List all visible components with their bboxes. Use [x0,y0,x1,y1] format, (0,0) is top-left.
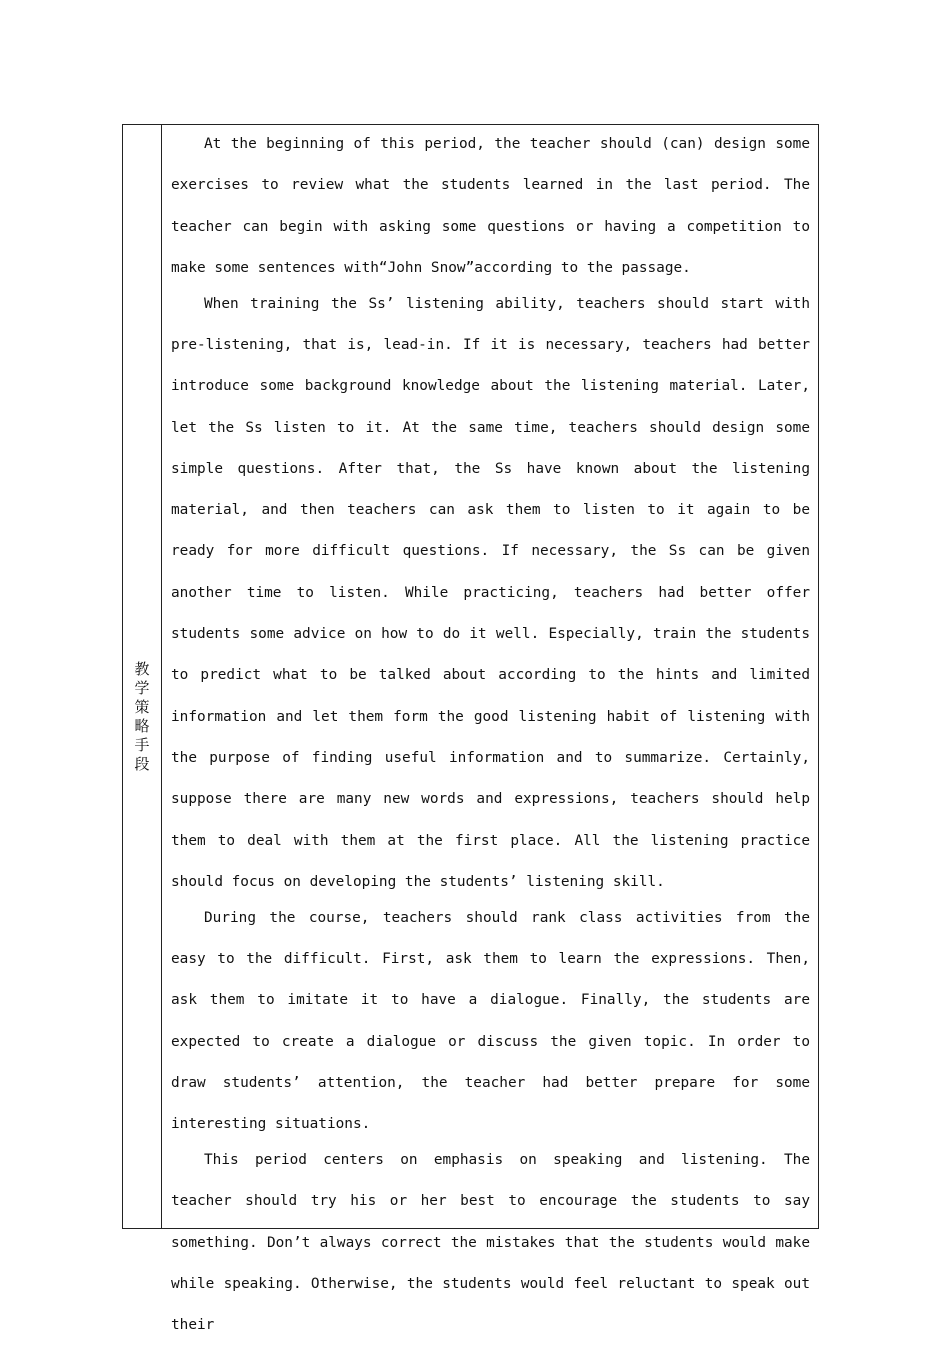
paragraph-listening: When training the Ss’ listening ability, teachers should start with pre-listening, that is, lead-in. If it is necessary, teachers had better introduce some background knowledge about the listening material. Later, let the Ss listen to it. At the same time, teachers should design some simple questions. After that, the Ss have known about the listening material, and then teachers can ask them to listen to it again to be ready for more difficult questions. If necessary, the Ss can be given another time to listen. While practicing, teachers had better offer students some advice on how to do it well. Especially, train the students to predict what to be talked about according to the hints and limited information and let them form the good listening habit of listening with the purpose of finding useful information and to summarize. Certainly, suppose there are many new words and expressions, teachers should help them to deal with them at the first place. All the listening practice should focus on developing the students’ listening skill. [171,295,810,890]
paragraph-speaking: This period centers on emphasis on speaking and listening. The teacher should try his or her best to encourage the students to say something. Don’t always correct the mistakes that the students would make while speaking. Otherwise, the students would feel reluctant to speak out their [171,1151,810,1334]
row-label: 教学策略手段 [134,660,150,773]
paragraph-activities: During the course, teachers should rank class activities from the easy to the difficult. First, ask them to learn the expressions. Then, ask them to imitate it to have a dialogue. Finally, the students are expected to create a dialogue or discuss the given topic. In order to draw students’ attention, the teacher had better prepare for some interesting situations. [171,909,810,1133]
paragraph-review: At the beginning of this period, the teacher should (can) design some exercises to review what the students learned in the last period. The teacher can begin with asking some questions or having a competition to make some sentences with“John Snow”according to the passage. [171,136,810,276]
content-cell [171,124,810,1346]
